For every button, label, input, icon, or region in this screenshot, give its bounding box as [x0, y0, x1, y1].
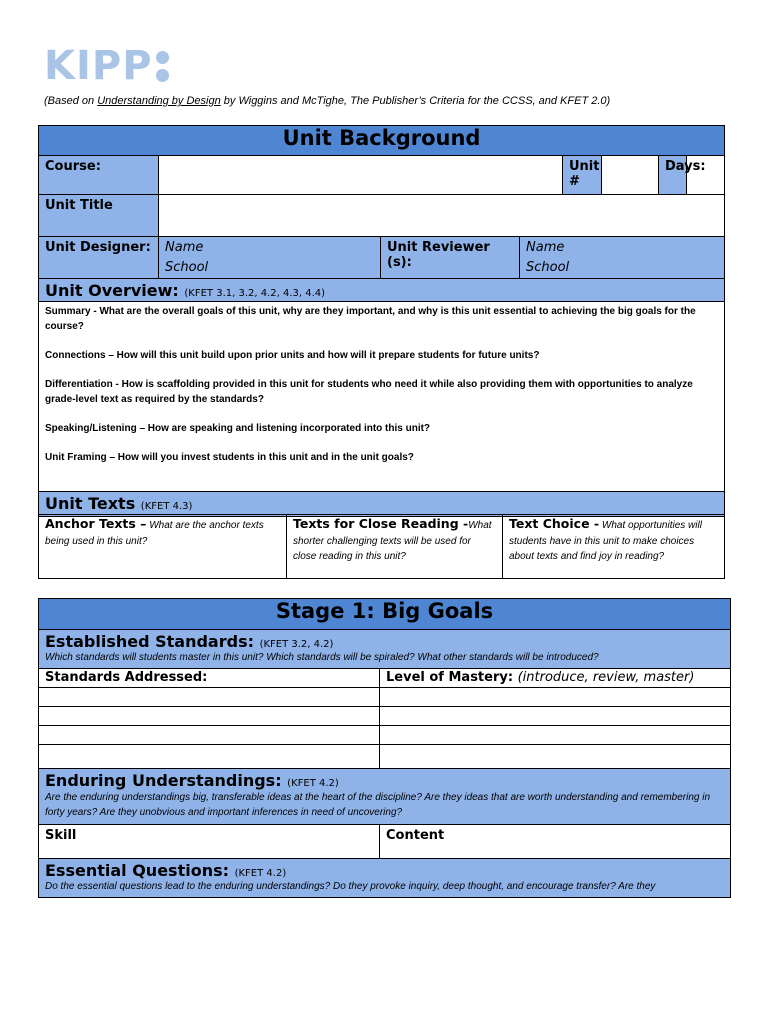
text-choice-cell[interactable]: Text Choice - What opportunities will students have in this unit to make choices about texts and find joy in reading?: [503, 515, 725, 579]
close-reading-cell[interactable]: Texts for Close Reading -What shorter challenging texts will be used for close reading in this unit?: [287, 515, 503, 579]
mastery-row-4[interactable]: [380, 745, 731, 769]
unit-title-label: Unit Title: [39, 195, 159, 237]
reviewer-label: Unit Reviewer (s):: [381, 237, 520, 279]
content-cell[interactable]: Content: [380, 825, 731, 859]
designer-label: Unit Designer:: [39, 237, 159, 279]
logo-dots: [156, 51, 169, 87]
days-label: Days:: [659, 156, 687, 195]
course-label: Course:: [39, 156, 159, 195]
mastery-row-3[interactable]: [380, 726, 731, 745]
course-field[interactable]: [159, 156, 563, 195]
skill-cell[interactable]: Skill: [39, 825, 380, 859]
unit-number-field[interactable]: [602, 156, 659, 195]
standards-header: Established Standards: (KFET 3.2, 4.2) Which standards will students master in this unit? Which standards will be spiraled? What other standards will be introduced?: [39, 630, 731, 669]
unit-background-table: [38, 125, 725, 517]
mastery-label: Level of Mastery: (introduce, review, master): [380, 669, 731, 688]
unit-number-label: Unit #: [563, 156, 602, 195]
reviewer-field[interactable]: Name School: [520, 237, 725, 279]
anchor-texts-cell[interactable]: Anchor Texts – What are the anchor texts being used in this unit?: [39, 515, 287, 579]
book-title: Understanding by Design: [97, 95, 221, 107]
unit-background-header: Unit Background: [39, 126, 725, 156]
enduring-header: Enduring Understandings: (KFET 4.2) Are the enduring understandings big, transferable ideas at the heart of the discipline? Are they ideas that are worth understanding and remembering in forty years? Are they unobvious and important inferences in need of uncovering?: [39, 769, 731, 825]
stage1-table: [38, 598, 731, 898]
designer-field[interactable]: Name School: [159, 237, 381, 279]
standard-row-1[interactable]: [39, 688, 380, 707]
unit-overview-body[interactable]: Summary - What are the overall goals of this unit, why are they important, and why is this unit essential to achieving the big goals for the course? Connections – How will this unit build upon prior units and how will it prepare students for future units? Differentiation - How is scaffolding provided in this unit for students who need it while also providing them with opportunities to analyze grade-level text as required by the standards? Speaking/Listening – How are speaking and listening incorporated into this unit? Unit Framing – How will you invest students in this unit and in the unit goals?: [39, 302, 725, 492]
standard-row-2[interactable]: [39, 707, 380, 726]
unit-title-field[interactable]: [159, 195, 725, 237]
unit-texts-table: [38, 514, 725, 579]
standard-row-3[interactable]: [39, 726, 380, 745]
standards-addressed-label: Standards Addressed:: [39, 669, 380, 688]
mastery-row-1[interactable]: [380, 688, 731, 707]
unit-texts-header: Unit Texts (KFET 4.3): [39, 492, 725, 517]
subtitle: (Based on Understanding by Design by Wiggins and McTighe, The Publisher’s Criteria for the CCSS, and KFET 2.0): [44, 95, 611, 107]
mastery-row-2[interactable]: [380, 707, 731, 726]
essential-header: Essential Questions: (KFET 4.2) Do the essential questions lead to the enduring understandings? Do they provoke inquiry, deep thought, and encourage transfer? Are they: [39, 859, 731, 898]
kipp-logo: KIPP: [44, 46, 169, 87]
standard-row-4[interactable]: [39, 745, 380, 769]
unit-overview-header: Unit Overview: (KFET 3.1, 3.2, 4.2, 4.3, 4.4): [39, 279, 725, 302]
stage1-header: Stage 1: Big Goals: [39, 599, 731, 630]
